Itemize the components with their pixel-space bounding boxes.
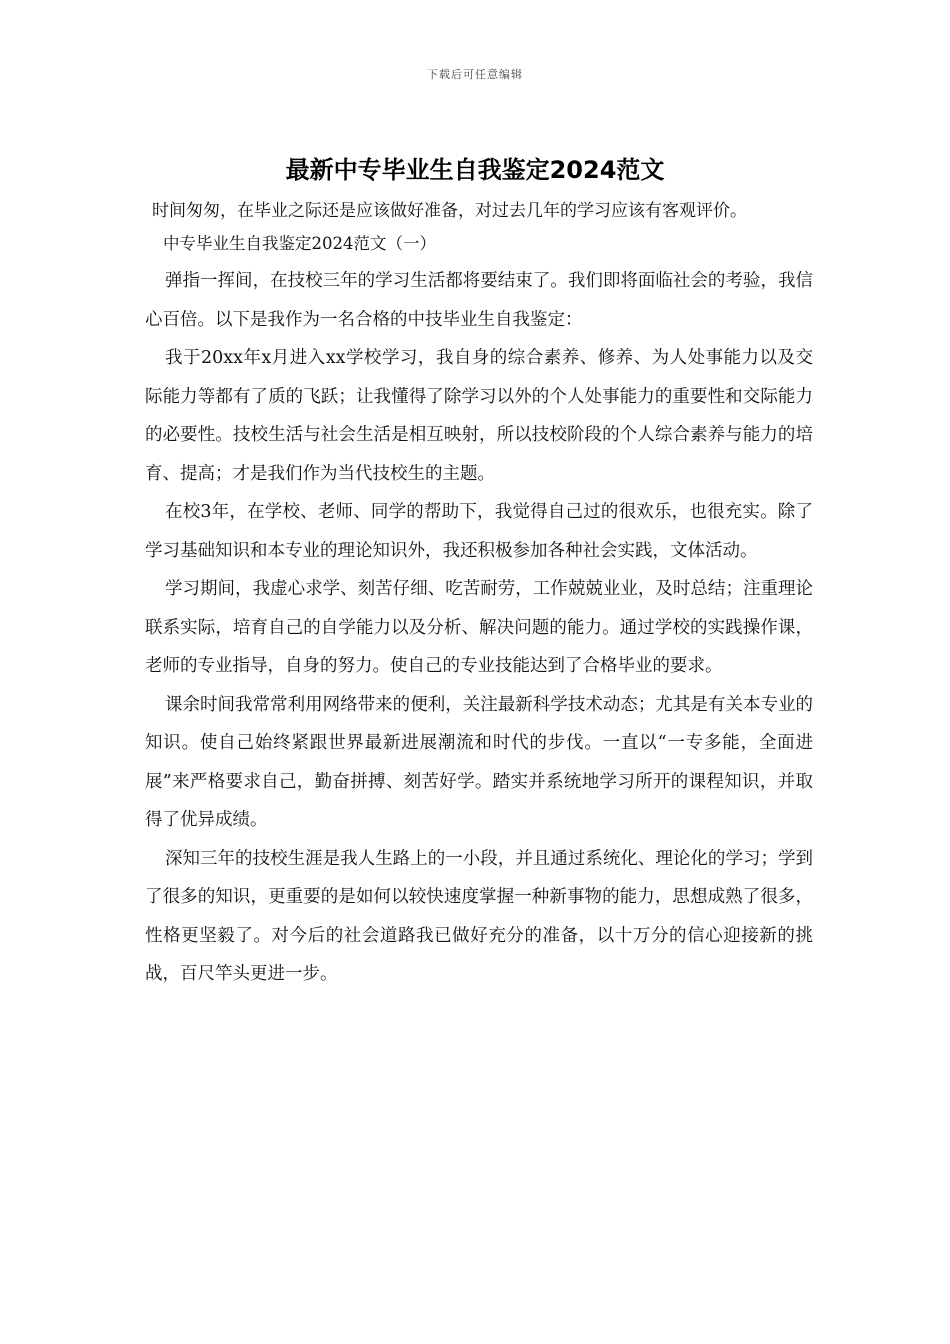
section-subheading: 中专毕业生自我鉴定2024范文（一）: [163, 234, 436, 253]
document-title: 最新中专毕业生自我鉴定2024范文: [285, 156, 665, 184]
intro-text: 时间匆匆，在毕业之际还是应该做好准备，对过去几年的学习应该有客观评价。: [152, 201, 747, 221]
body-paragraph: 弹指一挥间，在技校三年的学习生活都将要结束了。我们即将面临社会的考验，我信心百倍。以下是我作为一名合格的中技毕业生自我鉴定：: [145, 271, 813, 330]
body-paragraph: 课余时间我常常利用网络带来的便利，关注最新科学技术动态；尤其是有关本专业的知识。使自己始终紧跟世界最新进展潮流和时代的步伐。一直以“一专多能，全面进展”来严格要求自己，勤奋拼搏、刻苦好学。踏实并系统地学习所开的课程知识，并取得了优异成绩。: [145, 694, 813, 830]
body-paragraph: 深知三年的技校生涯是我人生路上的一小段，并且通过系统化、理论化的学习；学到了很多的知识，更重要的是如何以较快速度掌握一种新事物的能力，思想成熟了很多，性格更坚毅了。对今后的社会道路我已做好充分的准备，以十万分的信心迎接新的挑战，百尺竿头更进一步。: [145, 848, 813, 984]
body-paragraph: 在校3年，在学校、老师、同学的帮助下，我觉得自己过的很欢乐，也很充实。除了学习基础知识和本专业的理论知识外，我还积极参加各种社会实践，文体活动。: [145, 502, 813, 561]
body-paragraph: 我于20xx年x月进入xx学校学习，我自身的综合素养、修养、为人处事能力以及交际能力等都有了质的飞跃；让我懂得了除学习以外的个人处事能力的重要性和交际能力的必要性。技校生活与社会生活是相互映射，所以技校阶段的个人综合素养与能力的培育、提高；才是我们作为当代技校生的主题。: [145, 348, 813, 484]
page-header-note: 下载后可任意编辑: [427, 68, 523, 81]
body-paragraph: 学习期间，我虚心求学、刻苦仔细、吃苦耐劳，工作兢兢业业，及时总结；注重理论联系实际，培育自己的自学能力以及分析、解决问题的能力。通过学校的实践操作课，老师的专业指导，自身的努力。使自己的专业技能达到了合格毕业的要求。: [145, 579, 813, 676]
document-body: [145, 262, 813, 994]
